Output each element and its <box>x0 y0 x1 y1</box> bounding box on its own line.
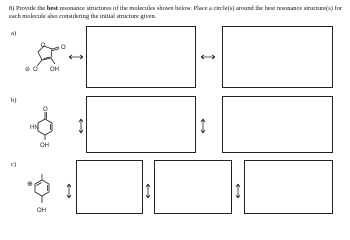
question-number: 8) <box>9 5 15 12</box>
part-a-label: a) <box>11 30 17 37</box>
part-c-resonance-arrow-1 <box>66 183 72 199</box>
part-b-resonance-arrow-2 <box>200 118 206 134</box>
part-a-resonance-arrow-2 <box>200 54 216 60</box>
svg-text:O: O <box>40 43 46 49</box>
part-c-resonance-arrow-3 <box>235 183 241 199</box>
part-a-oh: OH <box>50 67 59 73</box>
part-c-answer-box-3[interactable] <box>244 160 333 214</box>
svg-text:O: O <box>43 107 48 113</box>
svg-text:O: O <box>33 67 38 73</box>
svg-text:O: O <box>61 45 66 51</box>
part-c-charge: ⊕ <box>27 181 33 188</box>
part-c-resonance-arrow-2 <box>145 183 151 199</box>
question-before-bold: Provide the <box>15 5 46 12</box>
question-after-bold: resonance structures of the molecules shown below. Place a circle(s) around the best resonance structure(s) for each molecule also considering the initial structure given. <box>9 5 342 20</box>
part-b-nh: HN <box>30 125 39 131</box>
part-b-label: b) <box>11 97 17 104</box>
part-c-oh: OH <box>37 208 46 214</box>
part-c-label: c) <box>11 161 17 168</box>
part-c-answer-box-2[interactable] <box>154 160 232 214</box>
part-a-answer-box-2[interactable] <box>222 26 333 88</box>
part-c-molecule <box>26 170 58 220</box>
part-b-oh: OH <box>40 143 49 149</box>
question-text <box>9 5 343 20</box>
part-b-molecule <box>30 104 60 152</box>
part-a-charge: ⊖ <box>25 67 31 73</box>
part-b-answer-box-1[interactable] <box>86 96 196 153</box>
part-a-resonance-arrow-1 <box>68 54 84 60</box>
part-b-answer-box-2[interactable] <box>222 96 333 153</box>
question-bold-word: best <box>46 5 58 12</box>
part-b-resonance-arrow-1 <box>78 118 84 134</box>
part-c-answer-box-1[interactable] <box>76 160 143 214</box>
part-a-answer-box-1[interactable] <box>86 26 196 88</box>
